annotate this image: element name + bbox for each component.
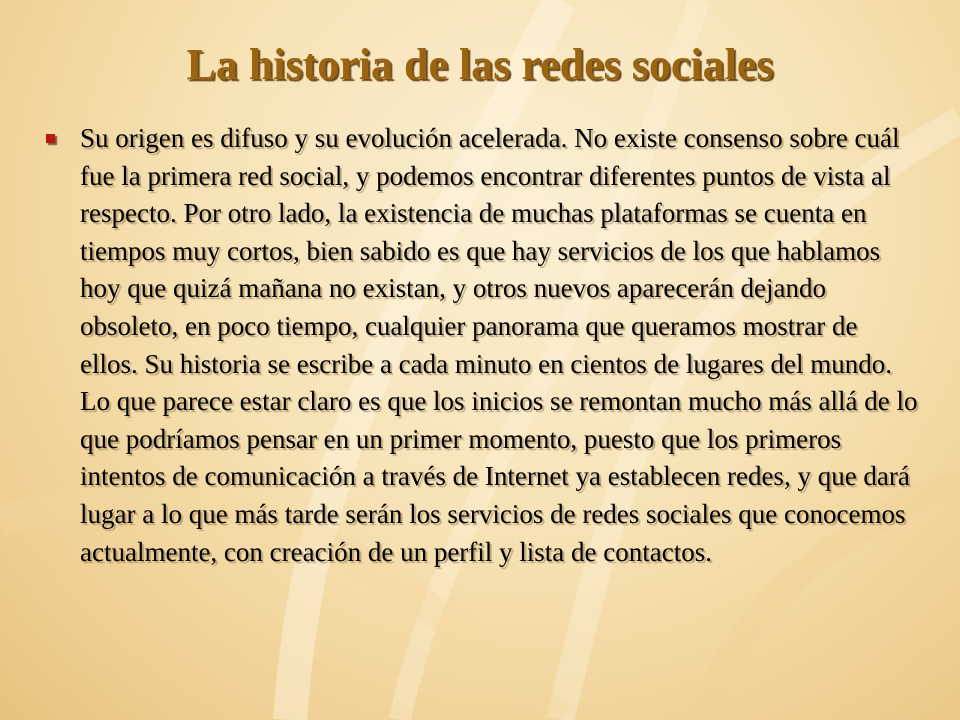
bullet-text: Su origen es difuso y su evolución acelerada. No existe consenso sobre cuál fue la primera red social, y podemos encontrar diferentes puntos de vista al respecto. Por otro lado, la existencia de muchas plataformas se cuenta en tiempos muy cortos, bien sabido es que hay servicios de los que hablamos hoy que quizá mañana no existan, y otros nuevos aparecerán dejando obsoleto, en poco tiempo, cualquier panorama que queramos mostrar de ellos. Su historia se escribe a cada minuto en cientos de lugares del mundo. Lo que parece estar claro es que los inicios se remontan mucho más allá de lo que podríamos pensar en un primer momento, puesto que los primeros intentos de comunicación a través de Internet ya establecen redes, y que dará lugar a lo que más tarde serán los servicios de redes sociales que conocemos actualmente, con creación de un perfil y lista de contactos. (80, 123, 918, 567)
square-bullet-icon (46, 134, 55, 143)
bullet-item (40, 120, 920, 571)
bullet-list (40, 120, 920, 571)
slide-title: La historia de las redes sociales (186, 40, 774, 89)
